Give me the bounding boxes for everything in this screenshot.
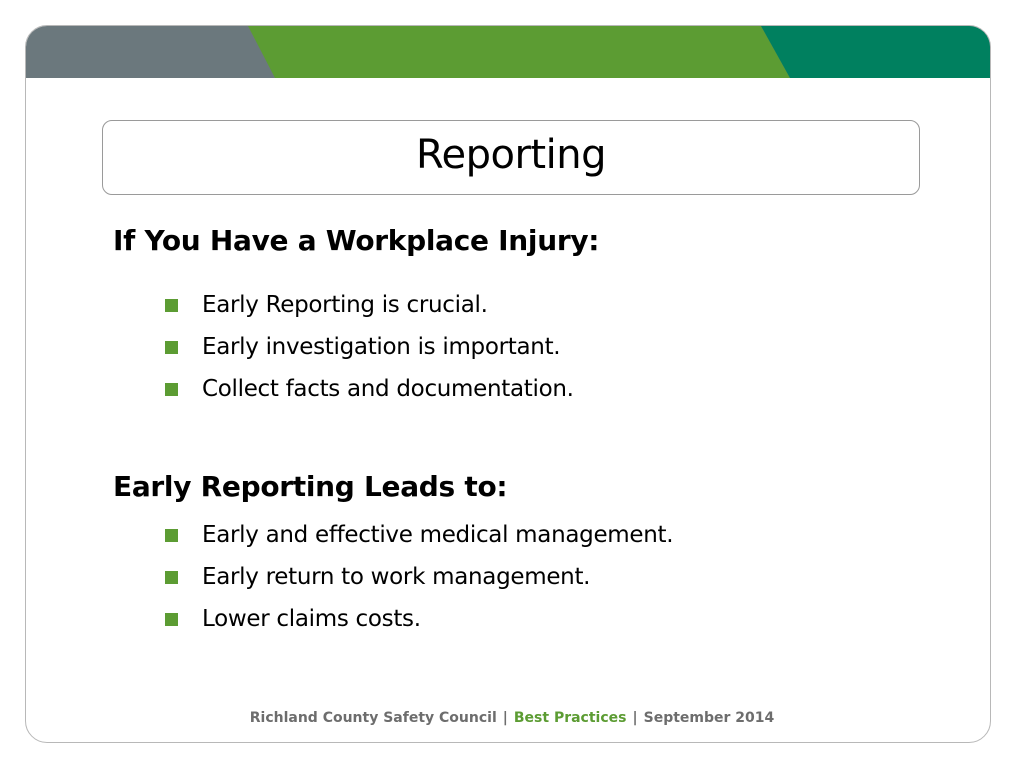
bullet-list-leads bbox=[165, 514, 673, 640]
square-bullet-icon bbox=[165, 299, 178, 312]
footer-separator: | bbox=[632, 710, 638, 726]
bullet-text: Lower claims costs. bbox=[202, 606, 421, 632]
bullet-list-injury bbox=[165, 284, 574, 410]
title-box bbox=[102, 120, 920, 195]
bullet-text: Early and effective medical management. bbox=[202, 522, 674, 548]
section-heading-leads: Early Reporting Leads to: bbox=[113, 470, 508, 503]
bullet-text: Early investigation is important. bbox=[202, 334, 561, 360]
list-item bbox=[165, 598, 673, 640]
slide-title: Reporting bbox=[416, 131, 606, 178]
square-bullet-icon bbox=[165, 613, 178, 626]
square-bullet-icon bbox=[165, 341, 178, 354]
header-band-green bbox=[248, 26, 790, 78]
footer-org: Richland County Safety Council bbox=[249, 710, 497, 726]
list-item bbox=[165, 368, 574, 410]
footer-highlight: Best Practices bbox=[513, 710, 627, 726]
footer-date: September 2014 bbox=[643, 710, 775, 726]
slide-footer bbox=[0, 710, 1024, 726]
section-heading-injury: If You Have a Workplace Injury: bbox=[113, 224, 600, 257]
list-item bbox=[165, 556, 673, 598]
list-item bbox=[165, 284, 574, 326]
bullet-text: Collect facts and documentation. bbox=[202, 376, 574, 402]
square-bullet-icon bbox=[165, 529, 178, 542]
footer-separator: | bbox=[502, 710, 508, 726]
bullet-text: Early Reporting is crucial. bbox=[202, 292, 488, 318]
square-bullet-icon bbox=[165, 383, 178, 396]
header-band-teal bbox=[761, 26, 990, 78]
list-item bbox=[165, 326, 574, 368]
list-item bbox=[165, 514, 673, 556]
header-color-band bbox=[26, 26, 990, 78]
square-bullet-icon bbox=[165, 571, 178, 584]
bullet-text: Early return to work management. bbox=[202, 564, 591, 590]
